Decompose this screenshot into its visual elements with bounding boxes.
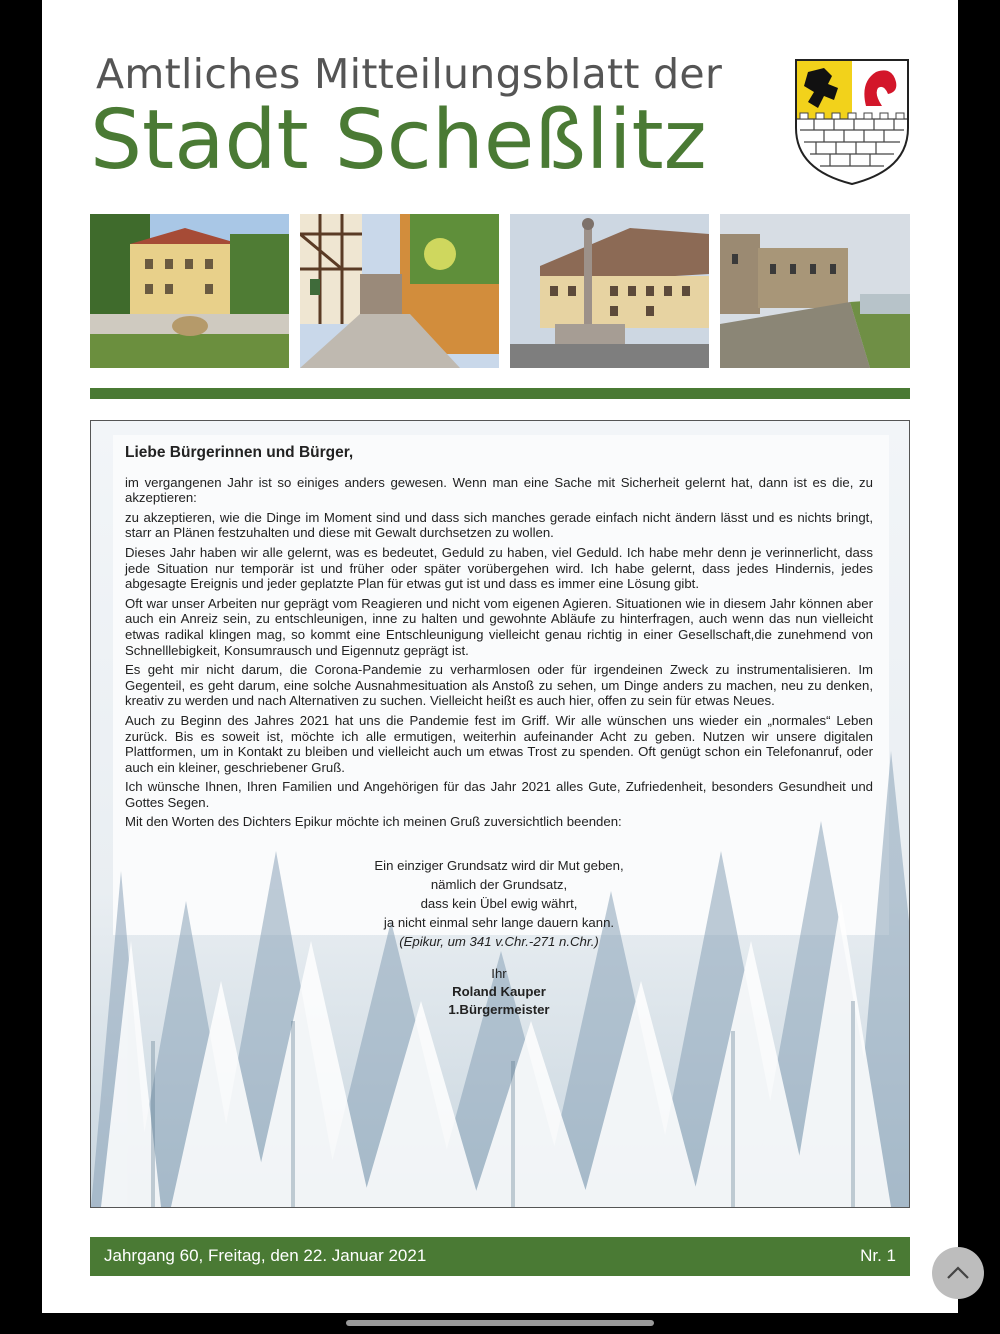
footer-bar (90, 1237, 910, 1276)
coat-of-arms-icon (794, 58, 910, 186)
scroll-to-top-button[interactable] (932, 1247, 984, 1299)
letter-paragraph: im vergangenen Jahr ist so einiges anders gewesen. Wenn man eine Sache mit Sicherheit gelernt hat, dann ist es die, zu akzeptieren: (125, 474, 873, 506)
issue-number: Nr. 1 (860, 1246, 896, 1265)
masthead-title: Stadt Scheßlitz (90, 93, 707, 188)
street-photo (300, 214, 499, 368)
signature-block (125, 965, 873, 1019)
newsletter-page (42, 0, 958, 1313)
letter-paragraph: Es geht mir nicht darum, die Corona-Pandemie zu verharmlosen oder für irgendeinen Zweck zu instrumentalisieren. Im Gegenteil, es geht darum, eine solche Ausnahmesituation als Anstoß zu sehen, um Dinge anders zu machen, neu zu denken, kreativ zu werden und nach Alternativen zu suchen. Vielleicht heißt es auch hier, offen zu sein für etwas Neues. (125, 662, 873, 709)
signature-closing: Ihr (491, 966, 507, 982)
quote-line: Ein einziger Grundsatz wird dir Mut geben, (374, 858, 624, 874)
masthead-subtitle: Amtliches Mitteilungsblatt der (96, 50, 723, 98)
epikur-quote (125, 856, 873, 951)
letter-paragraph: Ich wünsche Ihnen, Ihren Familien und Angehörigen für das Jahr 2021 alles Gute, Zufriedenheit, besonders Gesundheit und Gottes Segen. (125, 779, 873, 810)
quote-line: nämlich der Grundsatz, (430, 877, 568, 893)
letter-box (90, 420, 910, 1208)
letter-paragraph: Auch zu Beginn des Jahres 2021 hat uns die Pandemie fest im Griff. Wir alle wünschen uns wieder ein „normales“ Leben zurück. Bis es soweit ist, möchte ich alle ermutigen, weiterhin aufeinander Acht zu geben. Nutzen wir unsere digitalen Plattformen, um in Kontakt zu bleiben und vielleicht auch um etwas Trost zu spenden. Oft genügt schon ein Telefonanruf, oder auch ein kleiner, geschriebener Gruß. (125, 712, 873, 775)
letter-paragraph: Oft war unser Arbeiten nur geprägt vom Reagieren und nicht vom eigenen Agieren. Situationen wie in diesem Jahr können aber auch ein Anreiz sein, zu entschleunigen, inne zu halten und gewohnte Abläufe zu hinterfragen, auch wenn das nun vielleicht etwas radikal klingen mag, so kommt eine Entschleunigung vielleicht genau richtig in einer Gesellschaft,die zunehmend von Schnelllebigkeit, Konsumrausch und Eigennutz geprägt ist. (125, 595, 873, 658)
quote-source: (Epikur, um 341 v.Chr.-271 n.Chr.) (399, 934, 599, 950)
quote-line: dass kein Übel ewig währt, (420, 896, 578, 912)
green-divider (90, 388, 910, 399)
issue-info: Jahrgang 60, Freitag, den 22. Januar 2021 (104, 1246, 427, 1265)
signature-role: 1.Bürgermeister (448, 1002, 550, 1018)
chevron-up-icon (932, 1247, 984, 1299)
letter-paragraph: Mit den Worten des Dichters Epikur möchte ich meinen Gruß zuversichtlich beenden: (125, 814, 622, 830)
letter-paragraph: Dieses Jahr haben wir alle gelernt, was es bedeutet, Geduld zu haben, viel Geduld. Ich habe mehr denn je verinnerlicht, dass jede Situation nur temporär ist und früher oder später vorübergehen wird. Ich habe gelernt, dass jedes Hindernis, jedes abgesagte Ereignis und jeder geplatzte Plan für etwas gut ist und dass es immer eine Lösung gibt. (125, 544, 873, 592)
home-indicator[interactable] (346, 1320, 654, 1326)
signature-name: Roland Kauper (452, 984, 546, 1000)
letter-content (109, 437, 891, 1019)
letter-greeting: Liebe Bürgerinnen und Bürger, (125, 444, 354, 461)
photo-strip (90, 214, 910, 368)
building-photo (90, 214, 289, 368)
letter-paragraph: zu akzeptieren, wie die Dinge im Moment sind und dass sich manches gerade einfach nicht ändern lässt und es nichts bringt, starr an Plänen festzuhalten und diese mit Gewalt durchsetzen zu wollen. (125, 509, 873, 541)
market-square-photo (510, 214, 709, 368)
quote-line: ja nicht einmal sehr lange dauern kann. (383, 915, 615, 931)
castle-ruin-photo (720, 214, 910, 368)
